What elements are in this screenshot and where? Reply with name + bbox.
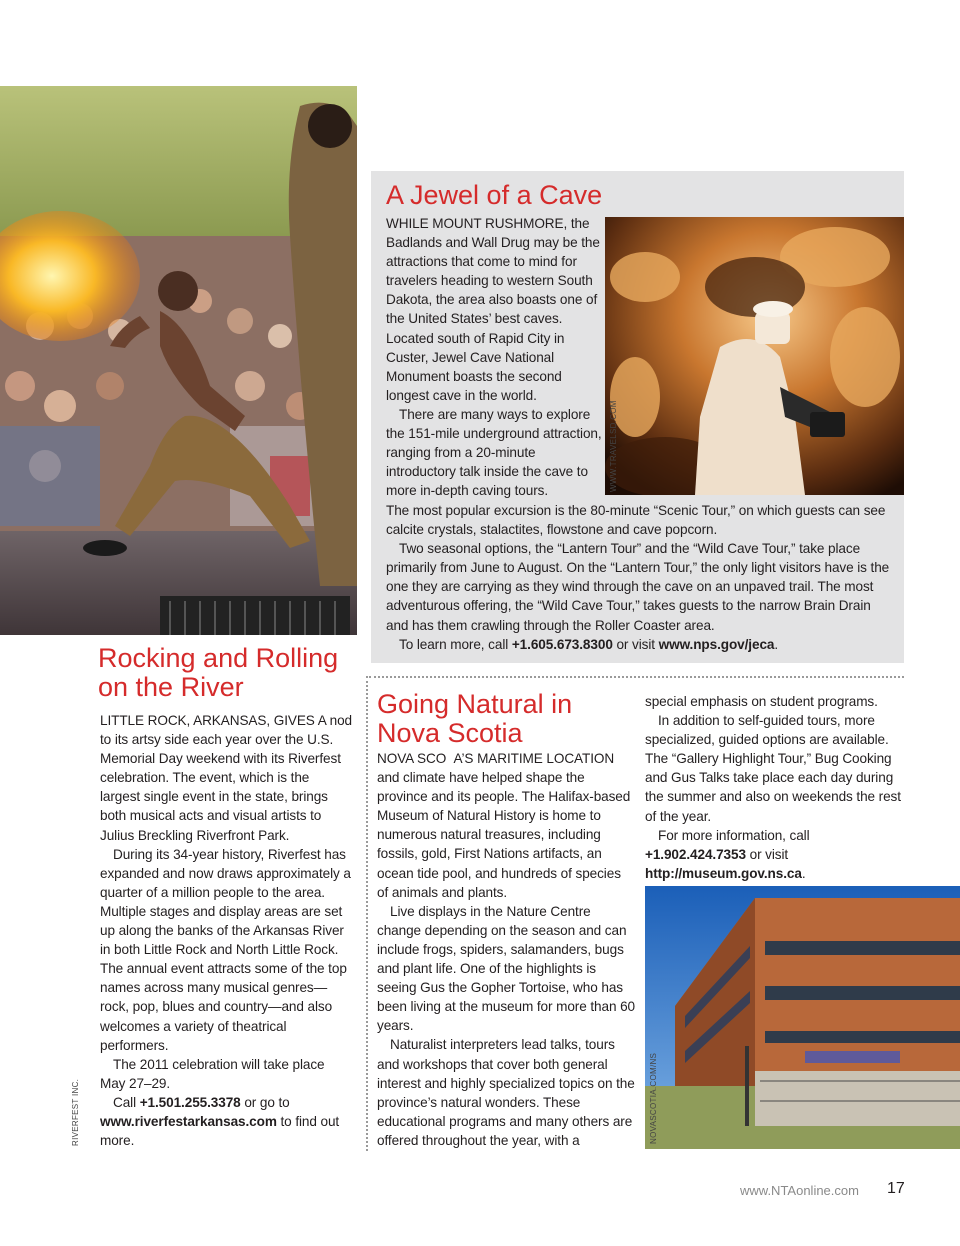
nova-paragraph-3b: special emphasis on student programs.: [645, 694, 878, 709]
horizontal-dotted-divider: [369, 676, 904, 678]
riverfest-photo-credit: RIVERFEST INC.: [71, 1078, 80, 1146]
cave-contact: To learn more, call +1.605.673.8300 or visit www.nps.gov/jeca.: [399, 636, 779, 652]
cave-link[interactable]: www.nps.gov/jeca: [658, 636, 775, 652]
jewel-cave-photo: [605, 217, 904, 495]
river-contact: Call +1.501.255.3378 or go to www.riverfestarkansas.com to find out more.: [100, 1094, 340, 1149]
river-paragraph-2: During its 34-year history, Riverfest has expanded and now draws approximately a quarter of a million people to the area. Multiple stages and display areas are set up along the banks of the Arkansas River in both Little Rock and North Little Rock. The annual event attracts some of the top names across many musical genres—rock, pop, blues and country—and also welcomes a variety of theatrical performers.: [100, 846, 351, 1053]
nova-link[interactable]: http://museum.gov.ns.ca: [645, 865, 802, 881]
river-phone: +1.501.255.3378: [139, 1094, 241, 1110]
cave-article-body-wide: [386, 501, 894, 654]
nova-paragraph-3: Naturalist interpreters lead talks, tours and workshops that cover both general interest and highly specialized topics on the province’s natural wonders. These educational programs and many others are offered throughout the year, with a: [377, 1037, 635, 1148]
riverfest-photo: [0, 86, 357, 635]
nova-paragraph-4: In addition to self-guided tours, more specialized, guided options are available. The “Gallery Highlight Tour,” Bug Cooking and Gus Talks take place each day during the summer and also on weekends the rest of the year.: [645, 713, 901, 824]
cave-paragraph-2: There are many ways to explore the 151-mile underground attraction, ranging from a 20-minute introductory talk inside the cave to more in-depth caving tours.: [386, 406, 602, 499]
nova-paragraph-2: Live displays in the Nature Centre change depending on the season and can include frogs, spiders, salamanders, bugs and plant life. One of the highlights is seeing Gus the Gopher Tortoise, who has been living at the museum for more than 60 years.: [377, 903, 636, 1034]
river-article-title: Rocking and Rolling on the River: [98, 643, 339, 702]
nova-article-body-col2: [645, 692, 904, 883]
river-lead: LITTLE ROCK, ARKANSAS, GIVES A: [100, 713, 326, 728]
cave-paragraph-1: the Badlands and Wall Drug may be the attractions that come to mind for travelers heading to western South Dakota, the area also boasts one of the United States’ best caves. Located south of Rapid City in Custer, Jewel Cave National Monument boasts the second longest cave in the world.: [386, 216, 600, 403]
footer-site-url[interactable]: www.NTAonline.com: [740, 1183, 859, 1198]
nova-phone: +1.902.424.7353: [645, 846, 746, 862]
page-number: 17: [887, 1180, 905, 1197]
cave-article-body-narrow: [386, 214, 602, 500]
cave-paragraph-3: Two seasonal options, the “Lantern Tour” and the “Wild Cave Tour,” take place primarily from June to August. On the “Lantern Tour,” the only light visitors have is the one they are carrying as they wind through the cave on an unpaved trail. The most adventurous offering, the “Wild Cave Tour,” takes guests to the narrow Brain Drain and has them crawling through the Roller Coaster area.: [386, 541, 890, 633]
nova-contact: For more information, call +1.902.424.7353 or visit http://museum.gov.ns.ca.: [645, 827, 810, 881]
river-paragraph-1: nod to its artsy side each year over the U.S. Memorial Day weekend with its Riverfest celebration. The event, which is the largest single event in the state, brings both musical acts and visual artists to Julius Breckling Riverfront Park.: [100, 713, 352, 843]
nova-paragraph-1: and climate have helped shape the province and its people. The Halifax-based Museum of Natural History is home to numerous natural treasures, including fossils, gold, First Nations artifacts, an ocean tide pool, and hundreds of species of animals and plants.: [377, 770, 631, 900]
cave-article-title: A Jewel of a Cave: [386, 180, 603, 210]
nova-lead: NOVA SCO A’S MARITIME LOCATION: [377, 751, 615, 766]
river-link[interactable]: www.riverfestarkansas.com: [100, 1113, 277, 1129]
nova-article-title: Going Natural in Nova Scotia: [377, 689, 573, 748]
cave-photo-credit: WWW.TRAVELSD.COM: [609, 400, 618, 492]
cave-paragraph-2b: The most popular excursion is the 80-minute “Scenic Tour,” on which guests can see calcite crystals, stalactites, flowstone and cave popcorn.: [386, 503, 886, 538]
museum-building-photo: [645, 886, 960, 1149]
river-paragraph-3: The 2011 celebration will take place May 27–29.: [100, 1056, 325, 1091]
vertical-dotted-divider: [366, 676, 368, 1151]
river-article-body: [100, 711, 353, 1150]
nova-article-body-col1: [377, 749, 635, 1150]
cave-phone: +1.605.673.8300: [511, 636, 613, 652]
museum-photo-credit: NOVASCOTIA.COM/NS: [649, 1052, 658, 1144]
cave-lead: WHILE MOUNT RUSHMORE,: [386, 216, 568, 231]
